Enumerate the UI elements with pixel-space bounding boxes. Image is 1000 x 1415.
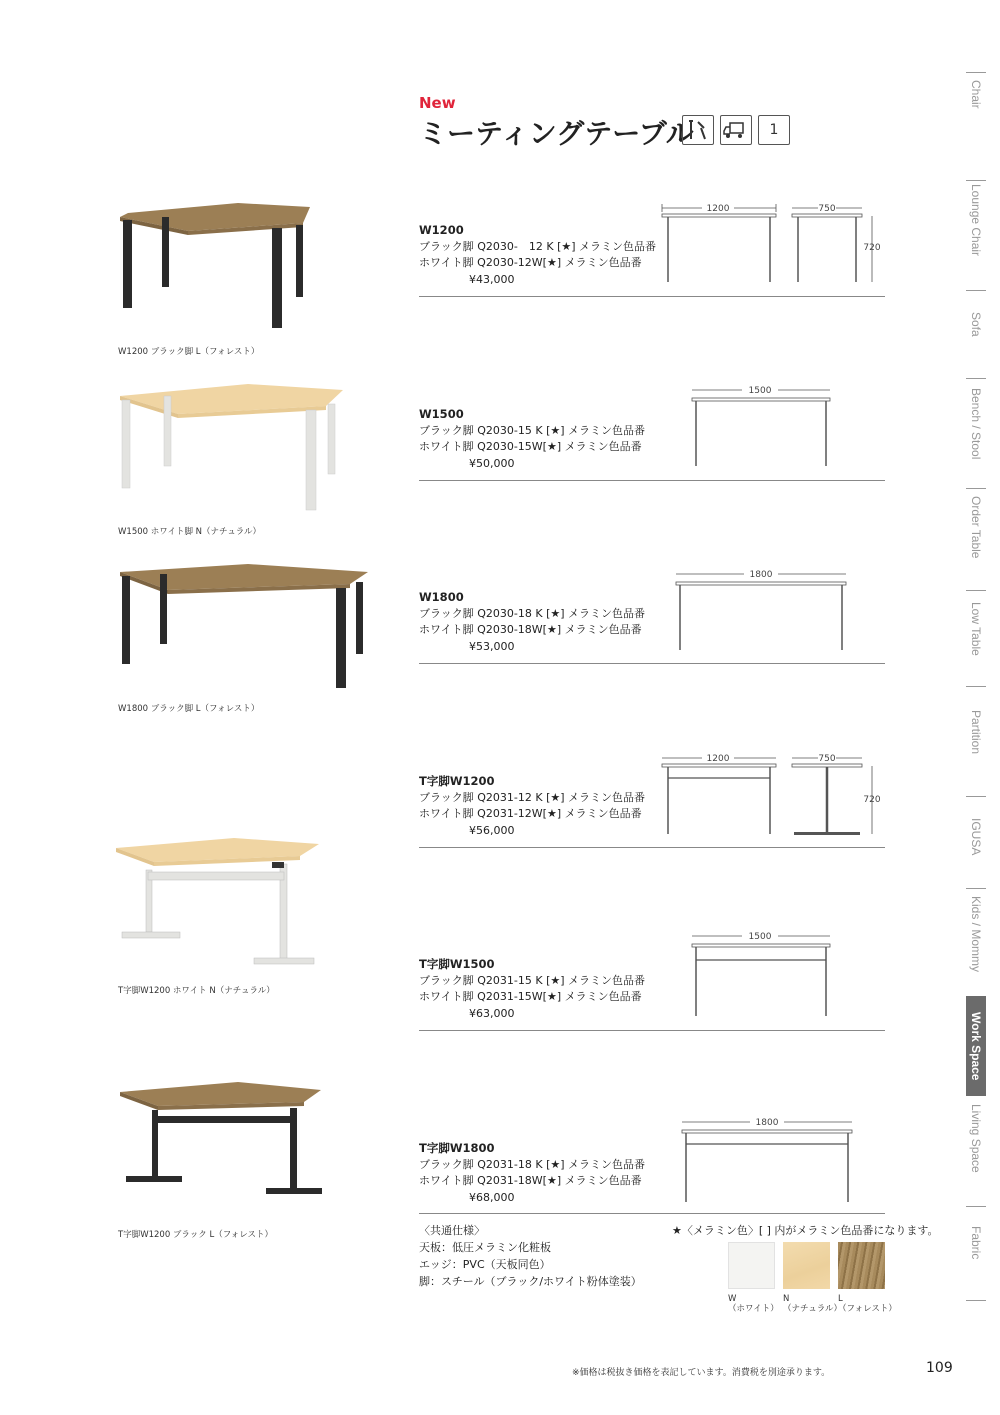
divider [419, 1213, 885, 1214]
spec-block [419, 222, 656, 288]
spec-block [419, 1140, 645, 1206]
side-nav-divider [966, 796, 986, 797]
dim-width: 1800 [749, 570, 773, 580]
swatch-natural [783, 1242, 830, 1289]
page-number: 109 [926, 1360, 953, 1376]
dim-height: 720 [863, 243, 881, 253]
product-photo-w1200-black [118, 195, 318, 335]
dim-height: 720 [863, 795, 881, 805]
photo-caption: W1800 ブラック脚 L（フォレスト） [118, 704, 260, 714]
side-nav-sofa[interactable]: Sofa [969, 312, 983, 337]
new-label: New [419, 94, 456, 112]
divider [419, 480, 885, 481]
dimension-drawing [672, 566, 852, 658]
product-photo-w1500-white [118, 382, 348, 514]
price: ¥68,000 [469, 1190, 515, 1204]
swatch-note: ★〈メラミン色〉[ ] 内がメラミン色品番になります。 [672, 1224, 939, 1237]
side-nav-fabric[interactable]: Fabric [969, 1226, 983, 1260]
model-name: W1800 [419, 590, 464, 604]
side-nav-divider [966, 590, 986, 591]
divider [419, 1030, 885, 1031]
price: ¥63,000 [469, 1006, 515, 1020]
dimension-drawing [658, 198, 888, 294]
product-photo-t-w1200-black [118, 1080, 328, 1200]
spec-block [419, 589, 645, 655]
spec-block [419, 773, 645, 839]
model-name: W1500 [419, 407, 464, 421]
photo-caption: T字脚W1200 ブラック L（フォレスト） [118, 1230, 274, 1240]
footnote: ※価格は税抜き価格を表記しています。消費税を別途承ります。 [572, 1368, 831, 1378]
side-nav-divider [966, 72, 986, 73]
spec-line-white: ホワイト脚 Q2030-12W[★] メラミン色品番 [419, 256, 642, 269]
dimension-drawing [678, 1112, 858, 1206]
price: ¥56,000 [469, 823, 515, 837]
dim-width: 1500 [748, 932, 772, 942]
side-nav-lounge-chair[interactable]: Lounge Chair [969, 184, 983, 257]
spec-line-white: ホワイト脚 Q2031-12W[★] メラミン色品番 [419, 807, 642, 820]
swatch-label-natural: N （ナチュラル） [783, 1294, 842, 1314]
dim-width: 1800 [755, 1118, 779, 1128]
side-nav-partition[interactable]: Partition [969, 710, 983, 755]
photo-caption: W1200 ブラック脚 L（フォレスト） [118, 347, 260, 357]
divider [419, 296, 885, 297]
dim-width: 1500 [748, 386, 772, 396]
side-nav-igusa[interactable]: IGUSA [969, 818, 983, 856]
side-nav-divider [966, 378, 986, 379]
common-spec-legs: 脚：スチール（ブラック/ホワイト粉体塗装） [419, 1275, 642, 1288]
spec-line-white: ホワイト脚 Q2030-18W[★] メラミン色品番 [419, 623, 642, 636]
side-nav-kids-mommy[interactable]: Kids / Mommy [969, 896, 983, 973]
swatch-white [728, 1242, 775, 1289]
dimension-drawing [688, 928, 838, 1022]
price: ¥43,000 [469, 272, 515, 286]
price: ¥50,000 [469, 456, 515, 470]
side-nav-divider [966, 290, 986, 291]
price: ¥53,000 [469, 639, 515, 653]
side-nav-living-space[interactable]: Living Space [969, 1104, 983, 1173]
spec-line-black: ブラック脚 Q2030-15 K [★] メラミン色品番 [419, 423, 646, 437]
swatch-label-white: W （ホワイト） [728, 1294, 779, 1314]
product-photo-t-w1200-white [114, 836, 324, 970]
side-nav-low-table[interactable]: Low Table [969, 602, 983, 656]
title-icons [682, 115, 790, 145]
dim-depth: 750 [818, 204, 836, 214]
side-nav-chair[interactable]: Chair [969, 80, 983, 109]
side-nav-work-space[interactable]: Work Space [966, 996, 986, 1096]
spec-line-black: ブラック脚 Q2031-12 K [★] メラミン色品番 [419, 790, 646, 804]
swatch-forest [838, 1242, 885, 1289]
side-nav-divider [966, 888, 986, 889]
model-name: T字脚W1800 [419, 1141, 495, 1155]
side-nav-divider [966, 686, 986, 687]
spec-line-white: ホワイト脚 Q2031-15W[★] メラミン色品番 [419, 990, 642, 1003]
model-name: T字脚W1200 [419, 774, 495, 788]
divider [419, 663, 885, 664]
side-nav-divider [966, 1300, 986, 1301]
dimension-drawing [658, 748, 888, 840]
photo-caption: W1500 ホワイト脚 N（ナチュラル） [118, 527, 262, 537]
number-1-icon: 1 [758, 115, 790, 145]
common-spec-heading: 〈共通仕様〉 [419, 1224, 485, 1237]
product-photo-w1800-black [118, 562, 372, 694]
swatch-label-forest: L （フォレスト） [838, 1294, 897, 1314]
spec-line-black: ブラック脚 Q2030-18 K [★] メラミン色品番 [419, 606, 646, 620]
side-nav-divider [966, 180, 986, 181]
dim-width: 1200 [706, 204, 730, 214]
side-nav-order-table[interactable]: Order Table [969, 496, 983, 559]
tools-icon [682, 115, 714, 145]
dimension-drawing [688, 382, 838, 474]
side-nav-bench-stool[interactable]: Bench / Stool [969, 388, 983, 460]
dim-width: 1200 [706, 754, 730, 764]
common-spec-edge: エッジ：PVC（天板同色） [419, 1258, 551, 1271]
page-title: ミーティングテーブル [419, 117, 694, 150]
delivery-truck-icon [720, 115, 752, 145]
spec-block [419, 406, 645, 472]
side-nav-divider [966, 488, 986, 489]
spec-line-black: ブラック脚 Q2030- 12 K [★] メラミン色品番 [419, 239, 657, 253]
dim-depth: 750 [818, 754, 836, 764]
model-name: W1200 [419, 223, 464, 237]
common-spec [419, 1222, 642, 1290]
common-spec-top: 天板：低圧メラミン化粧板 [419, 1241, 551, 1254]
spec-block [419, 956, 645, 1022]
photo-caption: T字脚W1200 ホワイト N（ナチュラル） [118, 986, 275, 996]
side-nav-divider [966, 1206, 986, 1207]
spec-line-white: ホワイト脚 Q2031-18W[★] メラミン色品番 [419, 1174, 642, 1187]
divider [419, 847, 885, 848]
spec-line-black: ブラック脚 Q2031-18 K [★] メラミン色品番 [419, 1157, 646, 1171]
model-name: T字脚W1500 [419, 957, 495, 971]
spec-line-black: ブラック脚 Q2031-15 K [★] メラミン色品番 [419, 973, 646, 987]
spec-line-white: ホワイト脚 Q2030-15W[★] メラミン色品番 [419, 440, 642, 453]
